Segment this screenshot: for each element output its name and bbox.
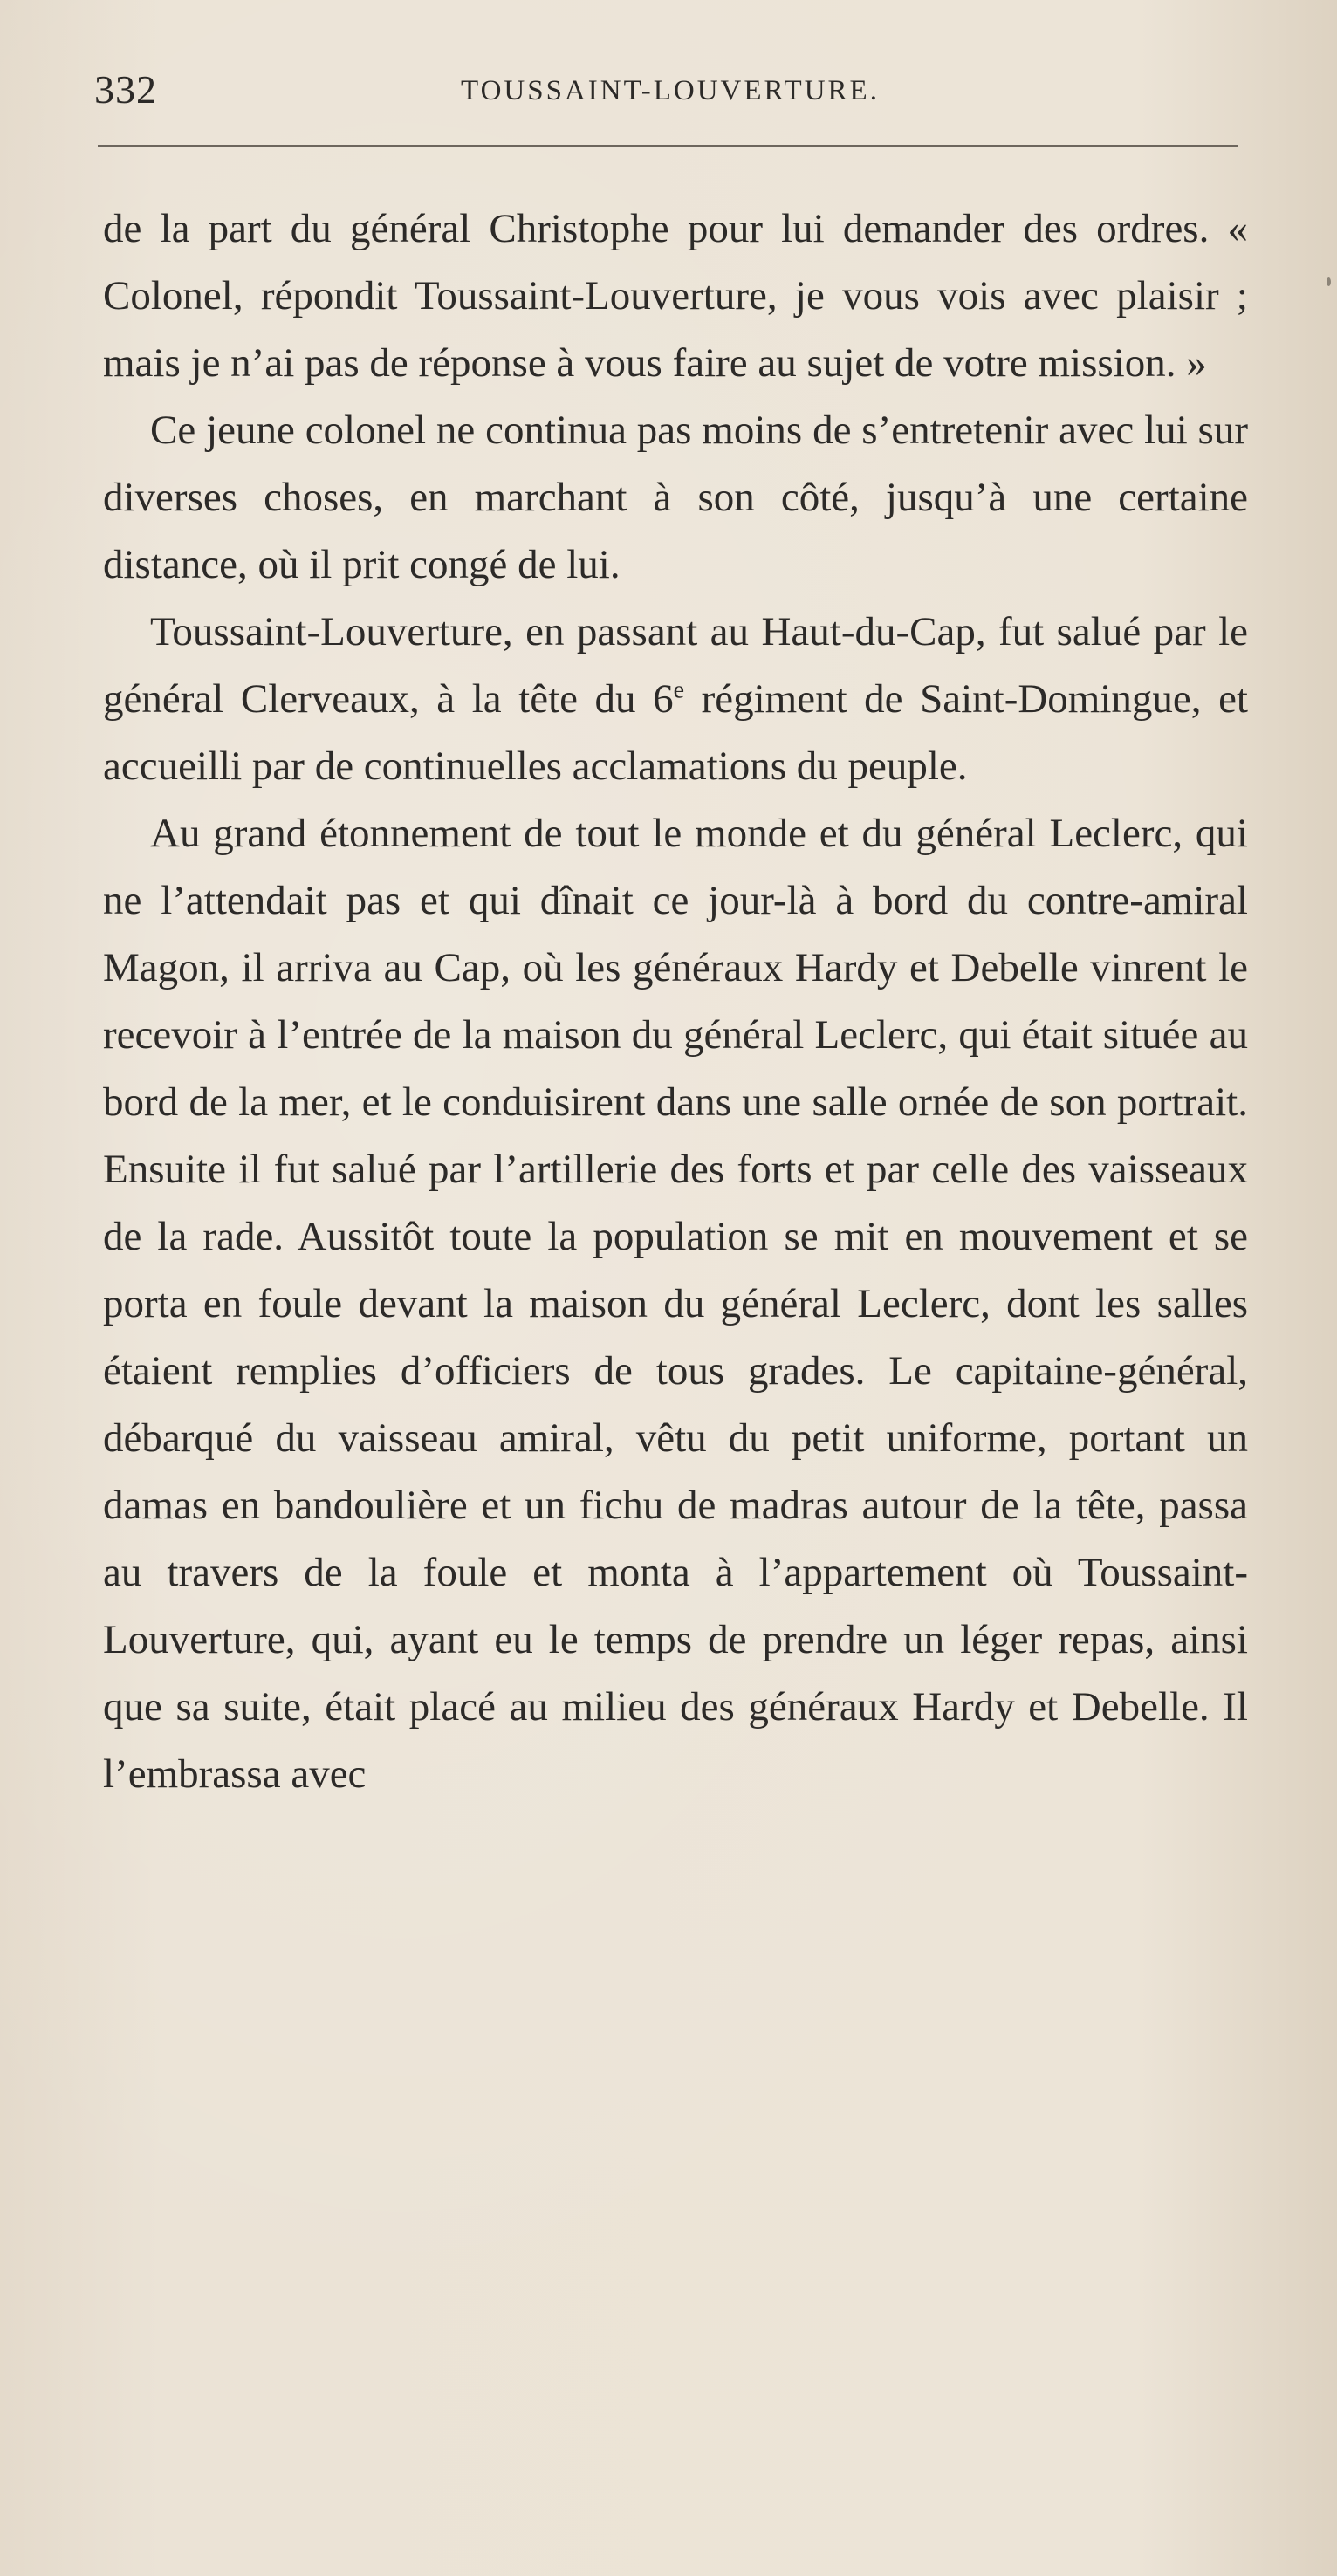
paper-speck — [1327, 277, 1331, 286]
paragraph-3 — [103, 599, 1248, 800]
running-title: TOUSSAINT-LOUVERTURE. — [461, 75, 880, 106]
page-number: 332 — [94, 67, 157, 112]
paragraph-2: Ce jeune colonel ne continua pas moins de s’entretenir avec lui sur diverses choses, en marchant à son côté, jusqu’à une certaine distance, où il prit congé de lui. — [103, 408, 1248, 587]
header-rule — [98, 145, 1238, 147]
paragraph-4: Au grand étonnement de tout le monde et du général Leclerc, qui ne l’attendait pas et qui dînait ce jour-là à bord du contre-amiral Magon, il arriva au Cap, où les généraux Hardy et Debelle vinrent le recevoir à l’entrée de la maison du général Leclerc, qui était située au bord de la mer, et le conduisirent dans une salle ornée de son portrait. Ensuite il fut salué par l’artillerie des forts et par celle des vaisseaux de la rade. Aussitôt toute la population se mit en mouvement et se porta en foule devant la maison du général Leclerc, dont les salles étaient remplies d’officiers de tous grades. Le capitaine-général, débarqué du vaisseau amiral, vêtu du petit uniforme, portant un damas en bandoulière et un fichu de madras autour de la tête, passa au travers de la foule et monta à l’appartement où Toussaint-Louverture, qui, ayant eu le temps de prendre un léger repas, ainsi que sa suite, était placé au milieu des généraux Hardy et Debelle. Il l’embrassa avec — [103, 811, 1248, 1797]
body-text — [103, 195, 1248, 1808]
paragraph-1: de la part du général Christophe pour lui demander des ordres. « Colonel, répondit Toussaint-Louverture, je vous vois avec plaisir ; mais je n’ai pas de réponse à vous faire au sujet de votre mission. » — [103, 206, 1248, 386]
ordinal-superscript: e — [673, 676, 685, 704]
page-header — [94, 66, 1246, 119]
paragraph-3-text-after: régiment de Saint-Domingue, et accueilli par de continuelles acclamations du peuple. — [103, 676, 1248, 789]
paragraph-3-text-before: Toussaint-Louverture, en passant au Haut-du-Cap, fut salué par le général Clerveaux, à la tête du 6 — [103, 609, 1248, 722]
